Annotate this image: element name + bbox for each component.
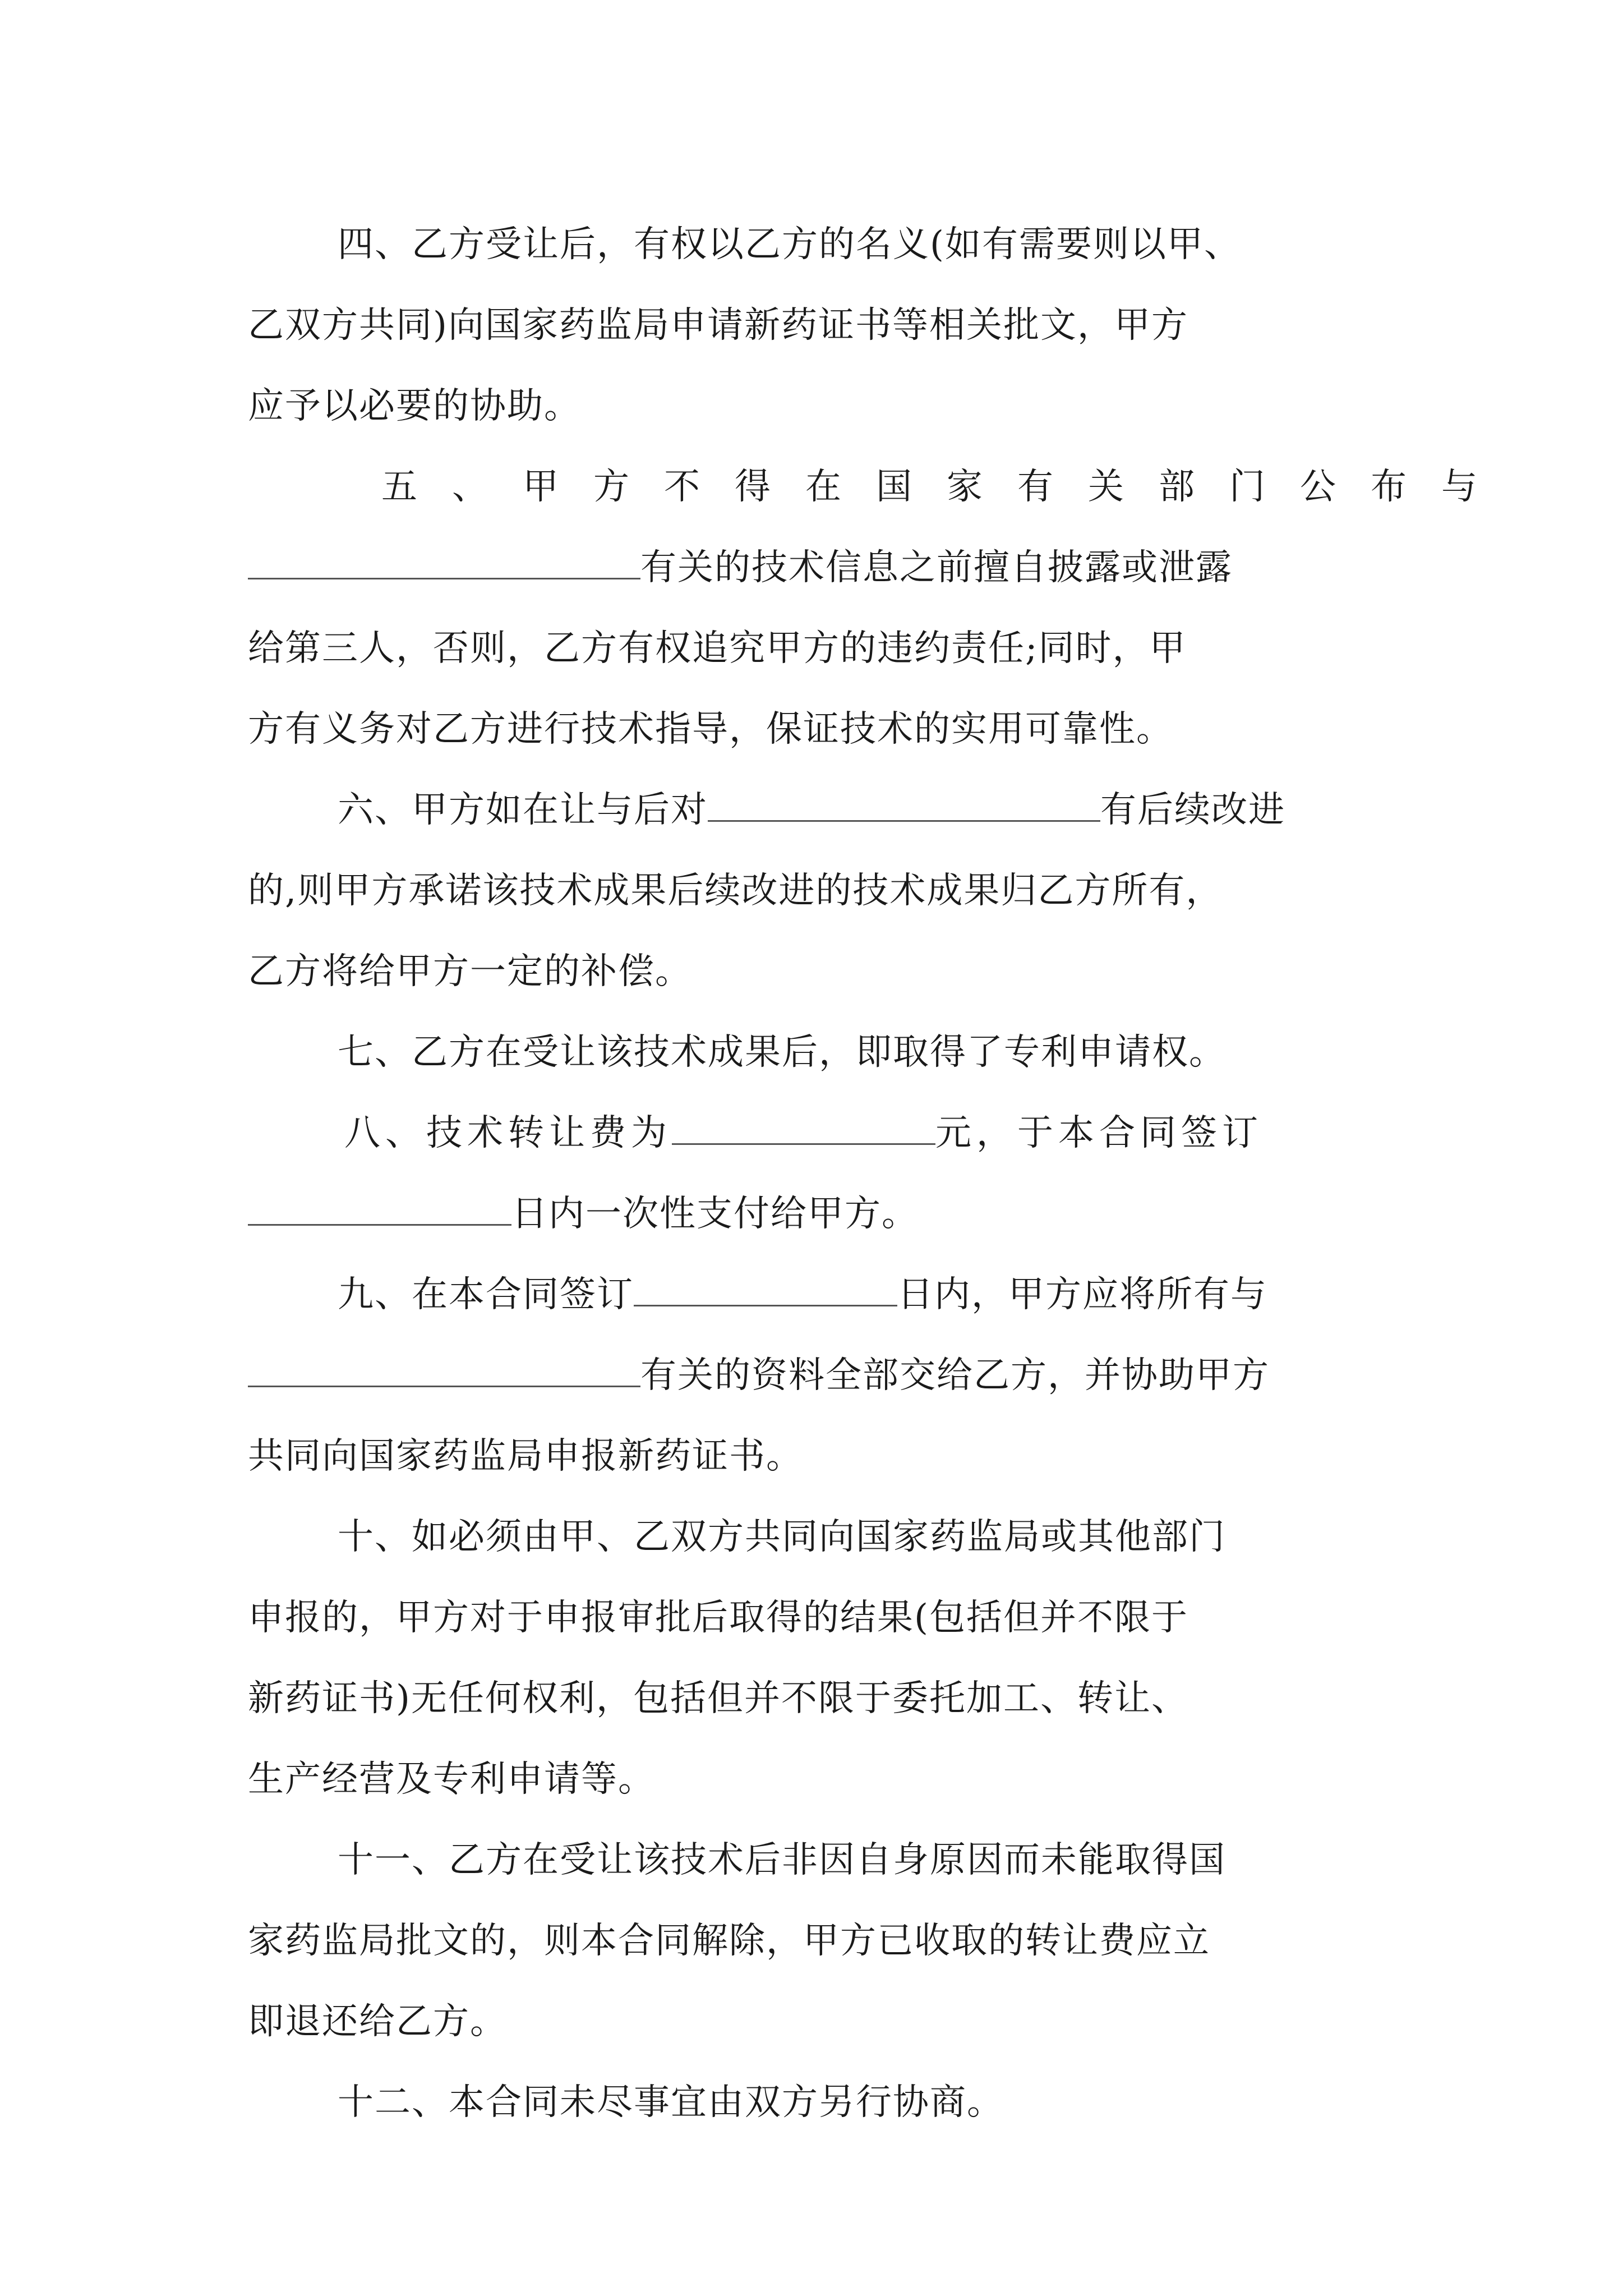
clause-9-line-3: 共同向国家药监局申报新药证书。: [248, 1435, 803, 1477]
clause-10-line-4: 生产经营及专利申请等。: [248, 1759, 655, 1800]
clause-7-line-1: 七、乙方在受让该技术成果后，即取得了专利申请权。: [338, 1032, 1226, 1073]
clause-4-line-1: 四、乙方受让后，有权以乙方的名义(如有需要则以甲、: [338, 224, 1241, 265]
clause-11-line-1: 十一、乙方在受让该技术后非因自身原因而未能取得国: [338, 1839, 1226, 1881]
clause-6-line-1: [338, 770, 1285, 850]
clause-5-line-1: 五、甲方不得在国家有关部门公布与: [381, 466, 1512, 508]
blank-delivery-days[interactable]: [634, 1272, 897, 1306]
clause-5-line-2: [248, 527, 1233, 608]
blank-payment-days[interactable]: [248, 1191, 511, 1226]
clause-5-line-2-text: 有关的技术信息之前擅自披露或泄露: [640, 547, 1233, 588]
clause-11-line-2: 家药监局批文的，则本合同解除，甲方已收取的转让费应立: [248, 1920, 1210, 1962]
clause-10-line-1: 十、如必须由甲、乙双方共同向国家药监局或其他部门: [338, 1516, 1226, 1558]
clause-6-line-1-text-b: 有后续改进: [1100, 789, 1285, 831]
clause-10-line-3: 新药证书)无任何权利，包括但并不限于委托加工、转让、: [248, 1678, 1188, 1719]
clause-9-line-1-text-b: 日内，甲方应将所有与: [897, 1274, 1267, 1315]
blank-transfer-fee[interactable]: [672, 1111, 935, 1145]
blank-technology-name[interactable]: [248, 545, 640, 579]
clause-6-line-1-text-a: 六、甲方如在让与后对: [338, 789, 708, 831]
blank-technology-name[interactable]: [708, 788, 1100, 822]
clause-8-line-2-text: 日内一次性支付给甲方。: [511, 1193, 919, 1235]
clause-8-line-1-text-a: 八、技术转让费为: [344, 1112, 672, 1154]
clause-12-line-1: 十二、本合同未尽事宜由双方另行协商。: [338, 2082, 1004, 2123]
clause-6-line-3: 乙方将给甲方一定的补偿。: [248, 951, 692, 992]
clause-4-line-3: 应予以必要的协助。: [248, 385, 581, 427]
clause-10-line-2: 申报的，甲方对于申报审批后取得的结果(包括但并不限于: [248, 1597, 1188, 1639]
clause-6-line-2: 的,则甲方承诺该技术成果后续改进的技术成果归乙方所有，: [248, 870, 1223, 912]
clause-4-line-2: 乙双方共同)向国家药监局申请新药证书等相关批文，甲方: [248, 305, 1188, 346]
clause-5-line-3: 给第三人，否则，乙方有权追究甲方的违约责任;同时，甲: [248, 628, 1187, 669]
clause-9-line-1-text-a: 九、在本合同签订: [338, 1274, 634, 1315]
clause-9-line-2-text: 有关的资料全部交给乙方，并协助甲方: [640, 1355, 1270, 1396]
clause-8-line-2: [248, 1174, 919, 1254]
clause-11-line-3: 即退还给乙方。: [248, 2001, 507, 2042]
clause-8-line-1: [344, 1093, 1263, 1174]
clause-8-line-1-text-b: 元，于本合同签订: [935, 1112, 1263, 1154]
clause-9-line-2: [248, 1335, 1270, 1416]
clause-5-line-4: 方有义务对乙方进行技术指导，保证技术的实用可靠性。: [248, 708, 1173, 750]
blank-technology-name[interactable]: [248, 1353, 640, 1387]
clause-9-line-1: [338, 1254, 1267, 1335]
